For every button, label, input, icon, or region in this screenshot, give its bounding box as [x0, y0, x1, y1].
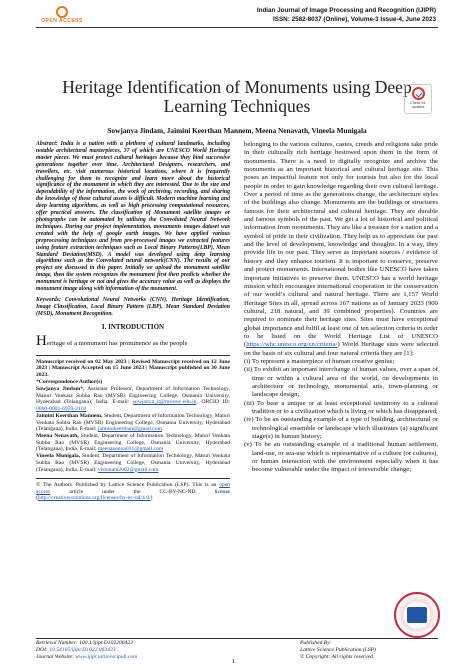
author-email-link[interactable]: meenanenna031@gmail.com [97, 446, 164, 453]
author-email-link[interactable]: jaiminikeerthan@gmail.com [97, 426, 162, 433]
introduction-body [244, 141, 438, 358]
orcid-link[interactable]: 0000-0001-6959-2110 [36, 405, 87, 412]
author-name: Meena Nenavath, [36, 433, 79, 440]
journal-website-line [36, 654, 137, 661]
license-text: © The Authors. Published by Lattice Science Publication (LSP). This is an [36, 482, 217, 489]
ijipr-seal-core [407, 607, 427, 623]
paper-title: Heritage Identification of Monuments using Deep Learning Techniques [62, 77, 412, 116]
author-details: Assistant Professor, Department of Information Technology, Maturi Venkata Subba Rao (MVSR) Engineering College, Osmania University, Hyderabad (Telangana), India. E-mail: [36, 386, 231, 406]
unesco-criteria-link[interactable]: https://whc.unesco.org/en/criteria/ [246, 341, 338, 349]
ijipr-seal-logo [394, 592, 440, 638]
open-access-label: OPEN ACCESS [41, 18, 83, 24]
abstract-text: India is a nation with a plethora of cultural landmarks, including notable architectural masterpieces, 37 of which are UNESCO World Heritage master pieces. We must protect cultural heritages because they bind successive generations together over time. Architectural Designers, researchers, and travellers, etc. visit numerous historical locations, where it is frequently challenging for them to recognize and learn more about the historical significance of the monument in which they are interested. Due to the size and dependability of the information, the work of archiving, recording, and sharing the knowledge of these cultural assets is difficult. Modern machine learning and deep learning algorithms, as well as high processing computational resources, offer practical answers. The classification of Monument satellite images or photographs can be automated by utilising the Convoluted Neural Network techniques. During our project implementation, monuments images dataset was created with the help of google earth images. We have applied various preprocessing techniques and from pre-processed images we extracted features using feature extraction techniques such as Local Binary Patterns(LBP), Mean Standard Deviation(MSD). A model was developed using deep learning algorithms such as the Convoluted neural network(CNN). The results of our project are discussed in this paper. Initially we upload the monument satellite image, then the system recognizes the monument first then predicts whether the monument is heritage or not and gives the accuracy value as well as displays the monument image along with information of the monument. [36, 141, 231, 293]
doi-label: DOI: [36, 647, 48, 653]
journal-website-link[interactable]: www.ijipr.latticescipub.com [75, 654, 138, 660]
section-heading-introduction: I. INTRODUCTION [101, 322, 165, 331]
right-column [244, 141, 438, 475]
page-number: 1 [232, 658, 236, 665]
author-details: Student, Department of Information Technology, Maturi Venkata Subba Rao (MVSR) Engineering College, Osmania University, Hyderabad (Telangana), India. E-mail: [36, 453, 230, 473]
corresponding-author-note: *Correspondence Author(s) [36, 378, 103, 385]
author-name: Sowjanya Jindam*, [36, 386, 85, 393]
license-notice [36, 478, 230, 502]
orcid-label: , ORCID ID: [196, 399, 230, 406]
criteria-item: (iii) To bear a unique or at least exceptional testimony to a cultural tradition or to a civilization which is living or which has disappeared; [244, 399, 438, 415]
author-name: Vineela Munigala, [36, 453, 81, 460]
website-label: Journal Website: [36, 654, 74, 660]
doi-line [36, 647, 137, 654]
journal-header [186, 6, 436, 24]
author-details: Student, Department of Information Technology, Maturi Venkata Subba Rao (MVSR) Engineering College, Osmania University, Hyderabad (Telangana), India. E-mail: [36, 412, 230, 433]
keywords [36, 297, 230, 318]
author-affiliation [36, 386, 230, 412]
introduction-opening [36, 332, 230, 349]
author-email-link[interactable]: vishmani2002@gmail.com [97, 466, 159, 473]
criteria-item: (v) To be an outstanding example of a traditional human settlement, land-use, or sea-use which is representative of a culture (or cultures), or human interaction with the environment especially when it has become vulnerable under the impact of irreversible change; [244, 441, 438, 474]
copyright-notice: © Copyright: All rights reserved. [300, 654, 375, 660]
footer-info [36, 640, 137, 661]
abstract-label: Abstract: [36, 141, 58, 147]
author-affiliation [36, 413, 230, 433]
introduction-text-tail: ) World Heritage sites were selected on the basis of six cultural and four natural criteria they are [1]: [244, 341, 438, 357]
drop-cap: H [36, 332, 47, 349]
publisher-info [300, 640, 376, 661]
author-email-link[interactable]: sowjanya_it@mvsrec.edu.in [132, 399, 197, 406]
license-end: ) [150, 495, 153, 502]
retrieval-number: Retrieval Number: 100.1/ijipr.D102206423 [36, 640, 133, 646]
doi-link[interactable]: 10.54105/ijipr.D1022.063423 [49, 647, 116, 653]
left-column [36, 141, 230, 502]
publisher-name: Lattice Science Publication (LSP) [300, 647, 376, 653]
introduction-first-line: eritage of a monument has prominence as the people [46, 339, 188, 347]
journal-issn: ISSN: 2582-8037 (Online), Volume-3 Issue-4, June 2023 [273, 16, 436, 23]
check-for-updates-label: Check for updates [410, 101, 426, 109]
journal-name: Indian Journal of Image Processing and Recognition (IJIPR) [256, 7, 436, 14]
published-by-label: Published By: [300, 640, 332, 646]
keywords-text: Convolutional Neural Networks (CNN), Heritage Identification, Image Classification, Local Binary Pattern (LBP), Mean Standard Deviation (MSD), Monument Recognition. [36, 296, 230, 317]
criteria-item: (iv) To be an outstanding example of a type of building, architectural or technological ensemble or landscape which illustrates (a) significant stage(s) in human history; [244, 416, 438, 441]
criteria-item: (i) To represent a masterpiece of human creative genius; [244, 357, 395, 365]
author-details: Student, Department of Information Technology, Maturi Venkata Subba Rao (MVSR) Engineering College, Osmania University, Hyderabad (Telangana), India. E-mail: [36, 433, 231, 453]
keywords-label: Keywords: [36, 296, 61, 303]
check-for-updates-badge[interactable] [404, 84, 432, 114]
abstract [36, 141, 230, 293]
manuscript-dates: Manuscript received on 02 May 2023 | Revised Manuscript received on 12 June 2023 | Manuscript Accepted on 15 June 2023 | Manuscript published on 30 June 2023. [36, 358, 230, 378]
header-divider [36, 27, 438, 28]
license-mid: article under the CC-BY-NC-ND license ( [36, 488, 230, 502]
criteria-item: (ii) To exhibit an important interchange of human values, over a span of time or within a cultural area of the world, on developments in architecture or technology, monumental arts, town-planning or landscape design; [244, 366, 438, 399]
author-list: Sowjanya Jindam, Jaimini Keerthan Mannem, Meena Nenavath, Vineela Munigala [107, 126, 367, 135]
check-for-updates-icon [412, 87, 425, 100]
manuscript-info [36, 355, 230, 474]
introduction-text: belonging to the various cultures, castes, creeds and religions take pride in their culturally rich heritage bestowed upon them in the form of monuments. There is a need to digitally recognize and archive the monuments as an important historical and cultural heritage site. This poses an impactful feature not only for tourists but also for the local people in order to gain knowledge regarding their own cultural heritage. Over a period of time as the generations change, the architecture styles of the buildings also change. Monuments are the buildings or structures famous for their architectural and cultural heritage. They are durable and famous symbols of the past. We get a lot of historical and political information from monuments. They are like a treasure for a nation and a symbol of pride in their civilization. They help us to appreciate our past and the level of development, knowledge and thoughts. In a way, they provide life to our past. They serve as important sources / evidence of history and they enhance tourism. It is important to conserve, preserve and protect monuments. International bodies like UNESCO have taken important initiatives to preserve them. UNESCO has a world heritage mission which encourages international cooperation in the conservation of our world’s cultural and natural heritage. There are 1,157 World Heritage Sites in all, spread across 167 nations as of January 2023 (900 cultural, 218 natural, and 39 combined properties). Countries are required to nominate their heritage sites. Sites must have exceptional global importance and fulfil at least one of ten selection criteria in order to be listed on the World Heritage List of UNESCO ( [244, 141, 438, 349]
author-affiliation [36, 433, 230, 453]
open-access-link[interactable]: open access [36, 482, 230, 495]
open-access-lock-icon [56, 6, 68, 18]
author-affiliation [36, 453, 230, 473]
author-name: Jaimini Keerthan Mannem, [36, 412, 103, 419]
open-access-logo [36, 6, 88, 24]
license-url-link[interactable]: http://creativecommons.org/licenses/by-nc-nd/4.0/ [37, 495, 151, 502]
footer-divider [36, 638, 438, 639]
